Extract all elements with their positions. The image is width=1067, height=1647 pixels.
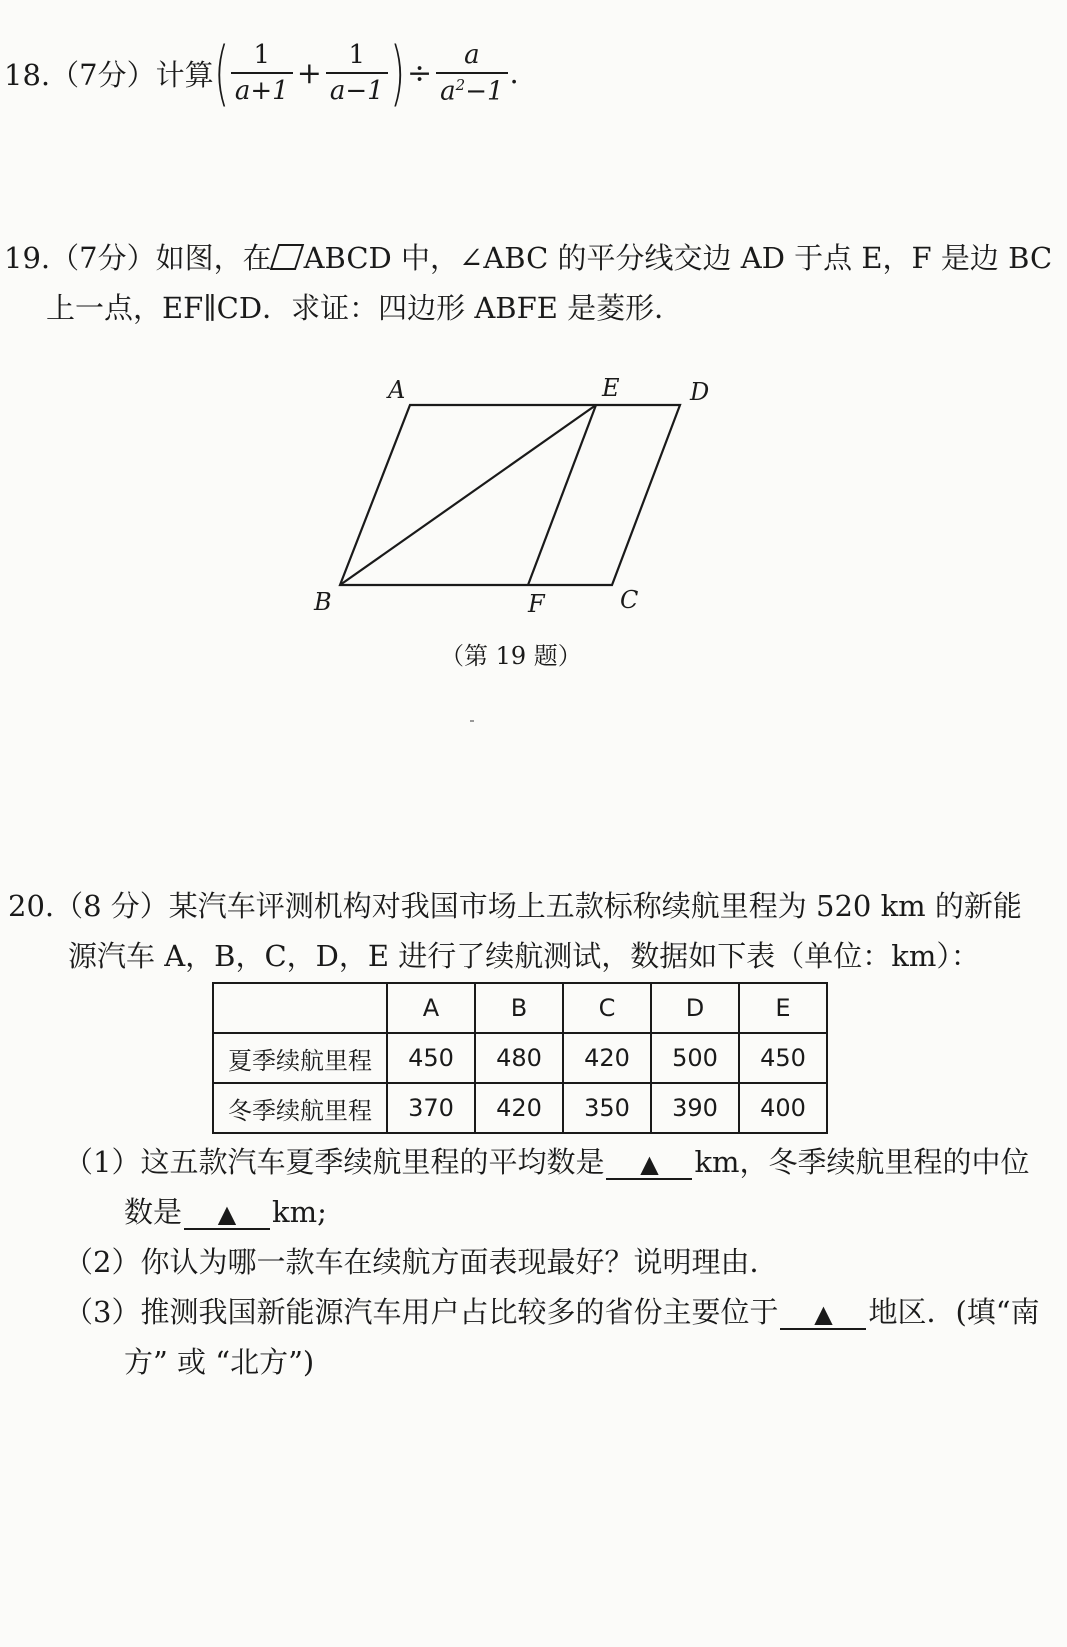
speck — [470, 720, 474, 722]
answer-blank[interactable]: ▲ — [184, 1200, 270, 1230]
divide-sign: ÷ — [407, 55, 433, 91]
question-19-line-1 — [4, 241, 1053, 275]
header-cell: C — [563, 983, 651, 1033]
label-d: D — [690, 378, 710, 406]
fraction-2-numerator: 1 — [348, 40, 366, 70]
segment-be — [340, 405, 596, 585]
header-cell: A — [387, 983, 475, 1033]
figure-19-diagram — [300, 370, 740, 630]
table-cell: 420 — [563, 1033, 651, 1083]
header-cell: D — [651, 983, 739, 1033]
fraction-2-denominator: a−1 — [329, 76, 384, 106]
fraction-3 — [436, 40, 507, 107]
table-cell: 450 — [387, 1033, 475, 1083]
table-corner-cell — [213, 983, 387, 1033]
den-rest: −1 — [465, 76, 504, 107]
table-cell: 350 — [563, 1083, 651, 1133]
parallelogram-abcd — [340, 405, 680, 585]
table-cell: 480 — [475, 1033, 563, 1083]
figure-caption: （第 19 题） — [440, 642, 582, 670]
answer-blank[interactable]: ▲ — [780, 1300, 866, 1330]
plus-sign: + — [296, 55, 322, 91]
table-cell: 390 — [651, 1083, 739, 1133]
header-cell: E — [739, 983, 827, 1033]
fraction-1-denominator: a+1 — [234, 76, 289, 106]
header-cell: B — [475, 983, 563, 1033]
sub-question-3-line-1 — [64, 1295, 1040, 1330]
s1-text-d: km; — [272, 1195, 327, 1229]
table-row — [213, 1033, 827, 1083]
q18-end: . — [509, 56, 519, 90]
table-cell: 450 — [739, 1033, 827, 1083]
s1-text-a: （1）这五款汽车夏季续航里程的平均数是 — [64, 1145, 605, 1179]
answer-blank[interactable]: ▲ — [606, 1150, 692, 1180]
label-c: C — [620, 586, 639, 614]
question-19-line-2: 上一点，EF∥CD．求证：四边形 ABFE 是菱形． — [46, 291, 684, 325]
table-cell: 500 — [651, 1033, 739, 1083]
question-20-line-1: 20.（8 分）某汽车评测机构对我国市场上五款标称续航里程为 520 km 的新能 — [8, 889, 1022, 923]
sub-question-2: （2）你认为哪一款车在续航方面表现最好？说明理由． — [64, 1245, 779, 1279]
q19-prefix: 19.（7分）如图，在 — [4, 241, 272, 275]
sub-question-3-line-2: 方” 或 “北方”) — [124, 1345, 315, 1379]
label-e: E — [602, 374, 620, 402]
fraction-3-numerator: a — [464, 39, 480, 70]
sub-question-1-line-2 — [124, 1195, 327, 1230]
question-18 — [4, 32, 519, 114]
s1-text-c: 数是 — [124, 1195, 183, 1229]
fraction-1-numerator: 1 — [253, 40, 271, 70]
den-base: a — [440, 76, 456, 107]
s1-text-b: km，冬季续航里程的中位 — [694, 1145, 1030, 1179]
sub-question-1-line-1 — [64, 1145, 1030, 1180]
question-20-line-2: 源汽车 A，B，C，D，E 进行了续航测试，数据如下表（单位：km）： — [68, 939, 980, 973]
segment-ef — [528, 405, 596, 585]
label-f: F — [528, 590, 545, 618]
s3-text-b: 地区．(填“南 — [868, 1295, 1040, 1329]
right-paren: ) — [389, 32, 405, 114]
label-a: A — [388, 376, 406, 404]
q19-line1-rest: ABCD 中，∠ABC 的平分线交边 AD 于点 E，F 是边 BC — [303, 241, 1053, 275]
table-cell: 420 — [475, 1083, 563, 1133]
fraction-3-denominator — [436, 74, 507, 107]
s3-text-a: （3）推测我国新能源汽车用户占比较多的省份主要位于 — [64, 1295, 779, 1329]
q18-prefix: 18.（7分）计算 — [4, 57, 214, 92]
fraction-2 — [326, 40, 388, 106]
left-paren: ( — [213, 32, 229, 114]
label-b: B — [314, 588, 332, 616]
parallelogram-icon — [269, 244, 303, 270]
table-cell: 400 — [739, 1083, 827, 1133]
table-row — [213, 1083, 827, 1133]
table-cell: 370 — [387, 1083, 475, 1133]
den-exponent: 2 — [455, 75, 466, 94]
row-label: 冬季续航里程 — [213, 1083, 387, 1133]
range-data-table — [212, 982, 828, 1134]
row-label: 夏季续航里程 — [213, 1033, 387, 1083]
fraction-1 — [231, 40, 293, 106]
table-header-row — [213, 983, 827, 1033]
